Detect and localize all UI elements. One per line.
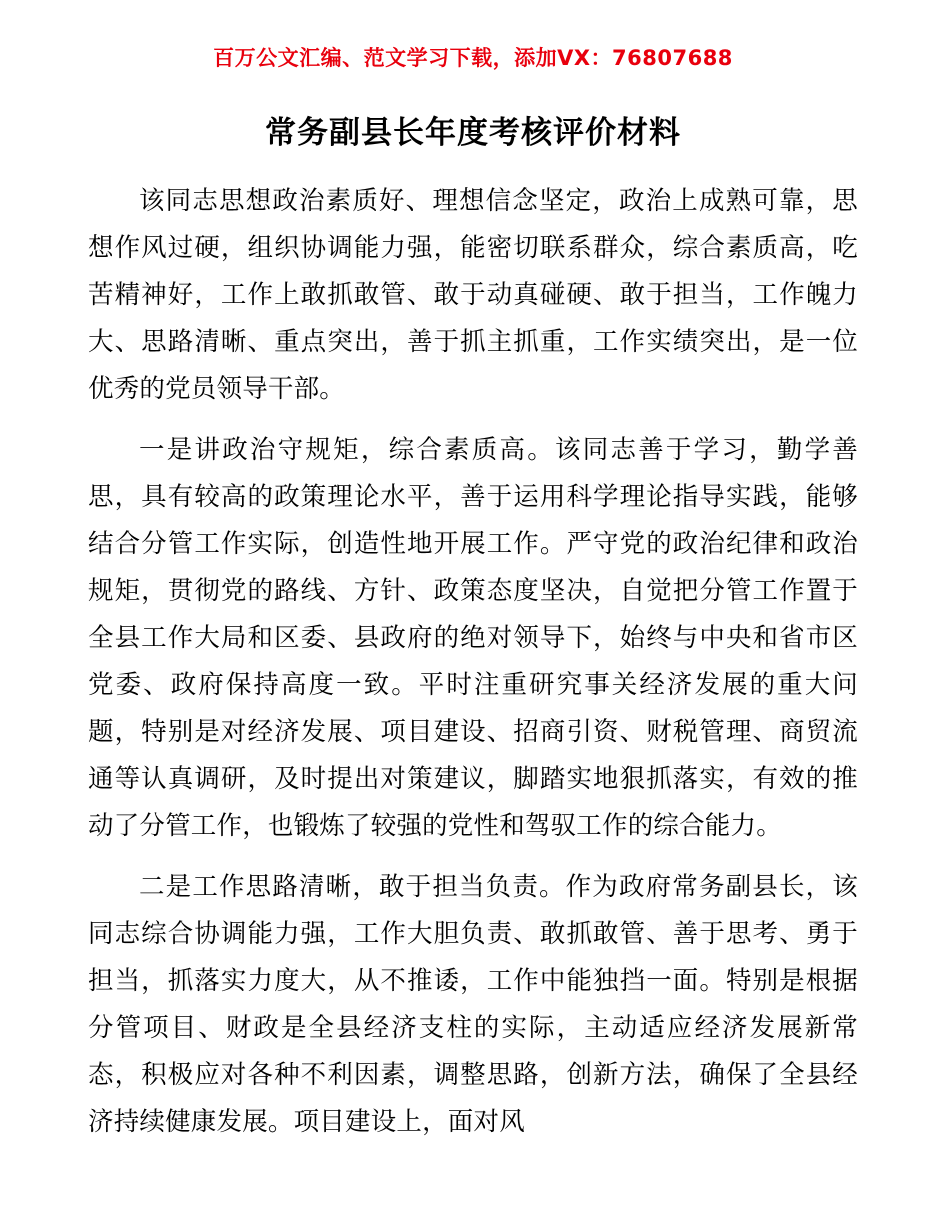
paragraph: 该同志思想政治素质好、理想信念坚定，政治上成熟可靠，思想作风过硬，组织协调能力强，能密切联系群众，综合素质高，吃苦精神好，工作上敢抓敢管、敢于动真碰硬、敢于担当，工作魄力大、思路清晰、重点突出，善于抓主抓重，工作实绩突出，是一位优秀的党员领导干部。 bbox=[88, 186, 858, 405]
paragraph: 二是工作思路清晰，敢于担当负责。作为政府常务副县长，该同志综合协调能力强，工作大胆负责、敢抓敢管、善于思考、勇于担当，抓落实力度大，从不推诿，工作中能独挡一面。特别是根据分管项目、财政是全县经济支柱的实际，主动适应经济发展新常态，积极应对各种不利因素，调整思路，创新方法，确保了全县经济持续健康发展。项目建设上，面对风 bbox=[88, 872, 858, 1138]
promo-banner: 百万公文汇编、范文学习下载，添加VX：76807688 bbox=[213, 46, 733, 70]
page-title: 常务副县长年度考核评价材料 bbox=[265, 115, 681, 152]
document-body bbox=[88, 178, 858, 1146]
paragraph: 一是讲政治守规矩，综合素质高。该同志善于学习，勤学善思，具有较高的政策理论水平，善于运用科学理论指导实践，能够结合分管工作实际，创造性地开展工作。严守党的政治纪律和政治规矩，贯彻党的路线、方针、政策态度坚决，自觉把分管工作置于全县工作大局和区委、县政府的绝对领导下，始终与中央和省市区党委、政府保持高度一致。平时注重研究事关经济发展的重大问题，特别是对经济发展、项目建设、招商引资、财税管理、商贸流通等认真调研，及时提出对策建议，脚踏实地狠抓落实，有效的推动了分管工作，也锻炼了较强的党性和驾驭工作的综合能力。 bbox=[88, 435, 858, 842]
